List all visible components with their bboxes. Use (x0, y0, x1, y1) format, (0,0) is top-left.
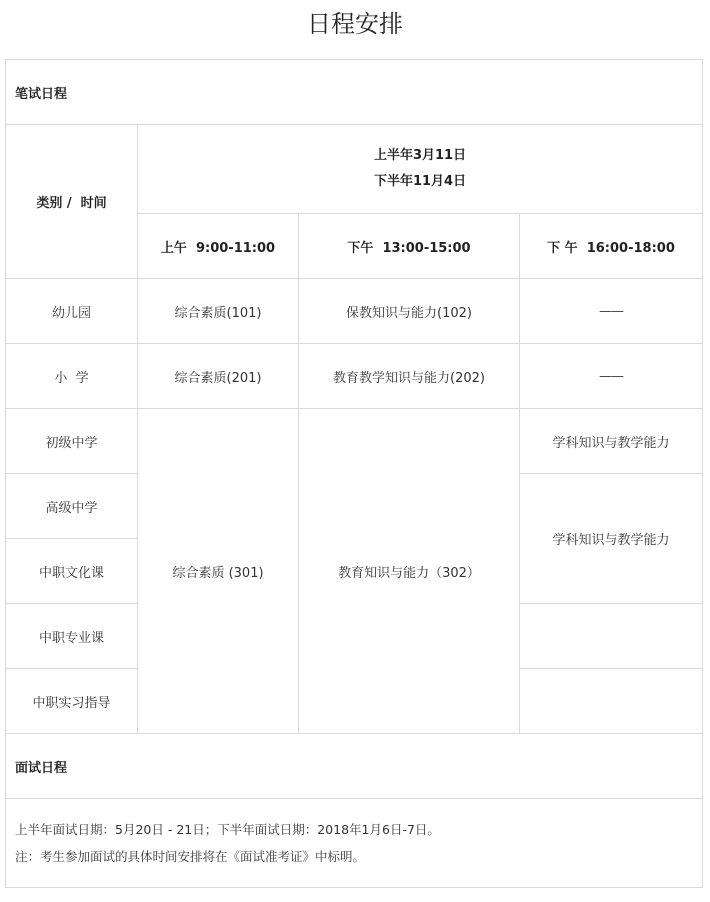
category-kindergarten: 幼儿园 (6, 279, 138, 344)
interview-schedule-heading: 面试日程 (6, 734, 703, 799)
afternoon-session-header: 下午 13:00-15:00 (299, 214, 520, 279)
secondary-morning-subject: 综合素质 (301) (138, 409, 299, 734)
category-primary: 小 学 (6, 344, 138, 409)
senior-late-subject: 学科知识与教学能力 (520, 474, 703, 604)
table-row (6, 409, 703, 474)
first-half-date: 上半年3月11日 (373, 148, 467, 163)
primary-late-subject: —— (520, 344, 703, 409)
junior-late-subject: 学科知识与教学能力 (520, 409, 703, 474)
category-time-header: 类别 / 时间 (6, 125, 138, 279)
exam-dates-cell (138, 125, 703, 214)
category-junior-middle: 初级中学 (6, 409, 138, 474)
morning-session-header: 上午 9:00-11:00 (138, 214, 299, 279)
category-senior-high: 高级中学 (6, 474, 138, 539)
vocational-specialty-late-cell (520, 604, 703, 669)
interview-dates-text: 上半年面试日期：5月20日 - 21日；下半年面试日期：2018年1月6日-7日。 (15, 822, 440, 837)
written-heading-row (6, 60, 703, 125)
interview-notes-row (6, 799, 703, 888)
written-schedule-heading: 笔试日程 (6, 60, 703, 125)
page-title: 日程安排 (307, 10, 403, 38)
category-vocational-internship: 中职实习指导 (6, 669, 138, 734)
category-vocational-culture: 中职文化课 (6, 539, 138, 604)
vocational-internship-late-cell (520, 669, 703, 734)
primary-afternoon-subject: 教育教学知识与能力(202) (299, 344, 520, 409)
primary-morning-subject: 综合素质(201) (138, 344, 299, 409)
interview-heading-row (6, 734, 703, 799)
kindergarten-afternoon-subject: 保教知识与能力(102) (299, 279, 520, 344)
kindergarten-morning-subject: 综合素质(101) (138, 279, 299, 344)
late-session-header: 下 午 16:00-18:00 (520, 214, 703, 279)
secondary-afternoon-subject: 教育知识与能力（302） (299, 409, 520, 734)
kindergarten-late-subject: —— (520, 279, 703, 344)
header-dates-row (6, 125, 703, 214)
interview-notes (6, 799, 703, 888)
table-row (6, 344, 703, 409)
table-row (6, 279, 703, 344)
interview-note-text: 注：考生参加面试的具体时间安排将在《面试准考证》中标明。 (15, 849, 366, 864)
category-vocational-specialty: 中职专业课 (6, 604, 138, 669)
schedule-table (5, 59, 703, 888)
second-half-date: 下半年11月4日 (373, 174, 467, 189)
